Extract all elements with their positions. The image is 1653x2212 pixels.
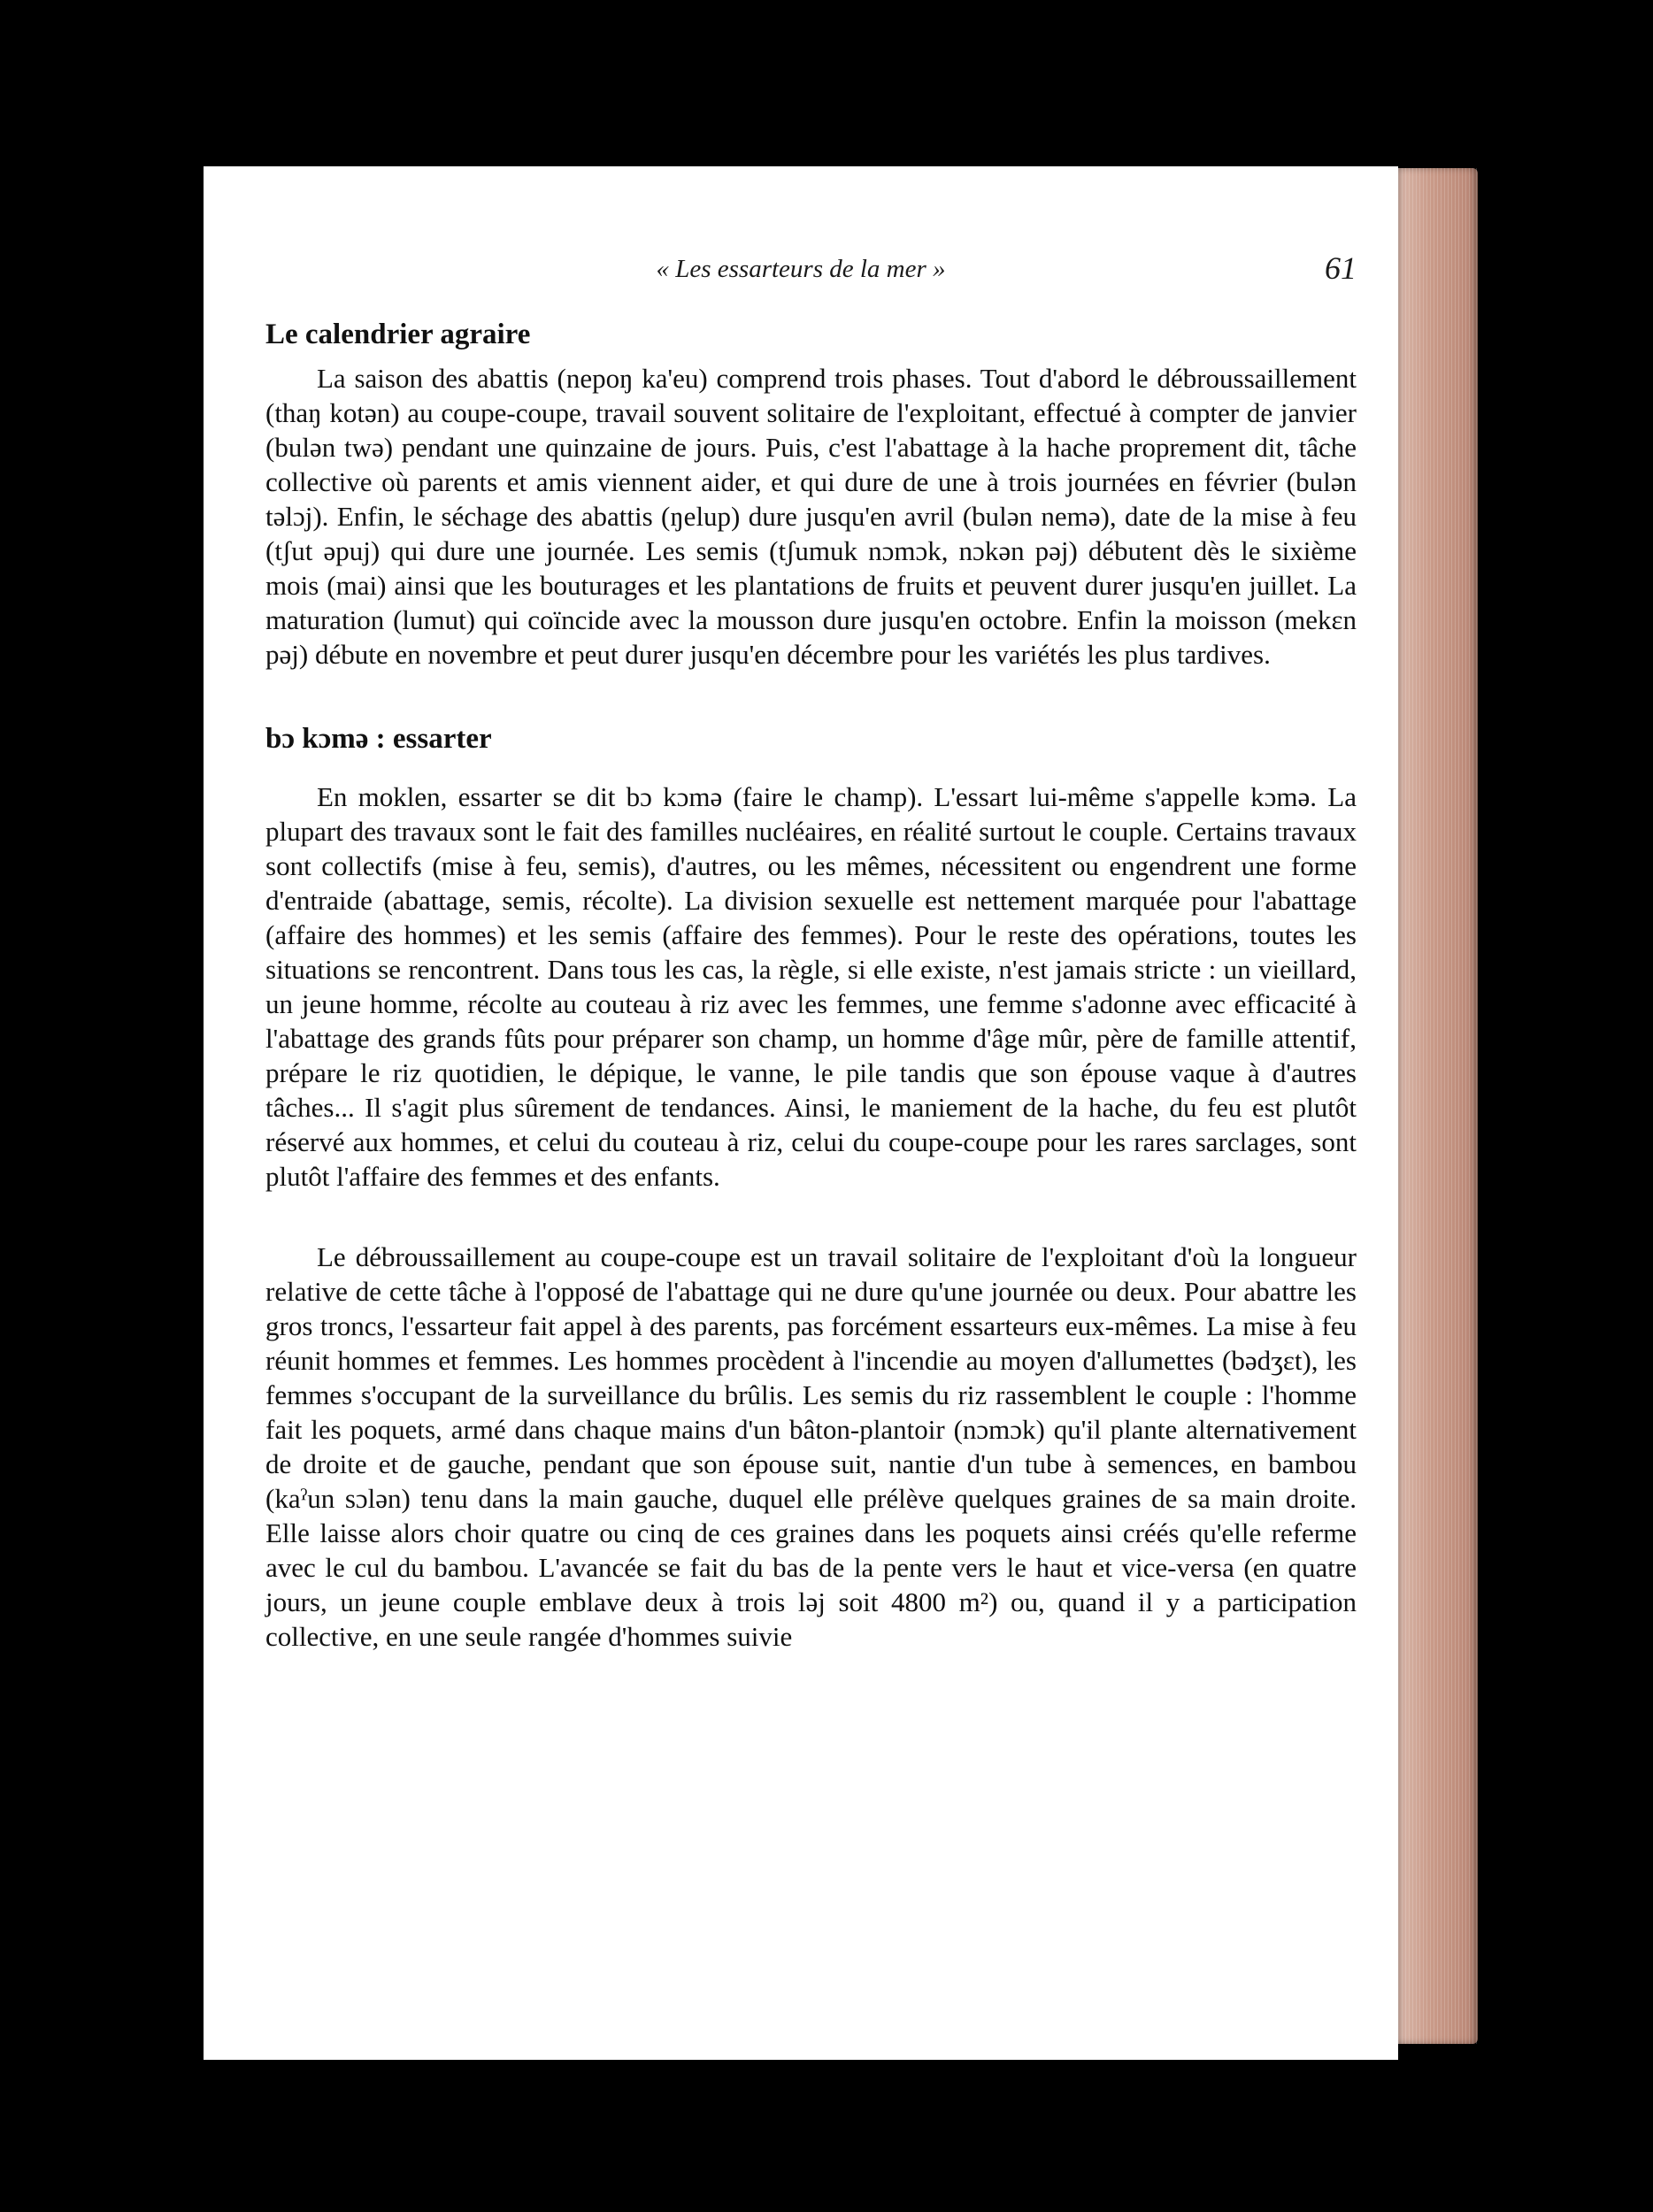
running-head bbox=[204, 250, 1398, 290]
section-heading-calendrier: Le calendrier agraire bbox=[265, 319, 531, 350]
section-heading-essarter: bɔ kɔmə : essarter bbox=[265, 723, 492, 755]
book-page bbox=[204, 166, 1398, 2060]
page-body bbox=[265, 317, 1357, 1654]
paragraph-essarter-1: En moklen, essarter se dit bɔ kɔmə (faire le champ). L'essart lui-même s'appelle kɔmə. La plupart des travaux sont le fait des familles nucléaires, en réalité surtout le couple. Certains travaux sont collectifs (mise à feu, semis), d'autres, ou les mêmes, nécessitent ou engendrent une forme d'entraide (abattage, semis, récolte). La division sexuelle est nettement marquée pour l'abattage (affaire des hommes) et les semis (affaire des femmes). Pour le reste des opérations, toutes les situations se rencontrent. Dans tous les cas, la règle, si elle existe, n'est jamais stricte : un vieillard, un jeune homme, récolte au couteau à riz avec les femmes, une femme s'adonne avec efficacité à l'abattage des grands fûts pour préparer son champ, un homme d'âge mûr, père de famille attentif, prépare le riz quotidien, le dépique, le vanne, le pile tandis que son épouse vaque à d'autres tâches... Il s'agit plus sûrement de tendances. Ainsi, le maniement de la hache, du feu est plutôt réservé aux hommes, et celui du couteau à riz, celui du coupe-coupe pour les rares sarclages, sont plutôt l'affaire des femmes et des enfants. bbox=[265, 781, 1357, 1192]
running-title: « Les essarteurs de la mer » bbox=[656, 255, 946, 283]
paragraph-calendrier: La saison des abattis (nepoŋ ka'eu) comprend trois phases. Tout d'abord le débroussaillement (thaŋ kotən) au coupe-coupe, travail souvent solitaire de l'exploitant, effectué à compter de janvier (bulən twə) pendant une quinzaine de jours. Puis, c'est l'abattage à la hache proprement dit, tâche collective où parents et amis viennent aider, et qui dure de une à trois journées en février (bulən təlɔj). Enfin, le séchage des abattis (ŋelup) dure jusqu'en avril (bulən nemə), date de la mise à feu (tʃut əpuj) qui dure une journée. Les semis (tʃumuk nɔmɔk, nɔkən pəj) débutent dès le sixième mois (mai) ainsi que les bouturages et les plantations de fruits et peuvent durer jusqu'en juillet. La maturation (lumut) qui coïncide avec la mousson dure jusqu'en octobre. Enfin la moisson (mekɛn pəj) débute en novembre et peut durer jusqu'en décembre pour les variétés les plus tardives. bbox=[265, 363, 1357, 670]
paragraph-essarter-2: Le débroussaillement au coupe-coupe est un travail solitaire de l'exploitant d'où la longueur relative de cette tâche à l'opposé de l'abattage qui ne dure qu'une journée ou deux. Pour abattre les gros troncs, l'essarteur fait appel à des parents, pas forcément essarteurs eux-mêmes. La mise à feu réunit hommes et femmes. Les hommes procèdent à l'incendie au moyen d'allumettes (bədʒɛt), les femmes s'occupant de la surveillance du brûlis. Les semis du riz rassemblent le couple : l'homme fait les poquets, armé dans chaque mains d'un bâton-plantoir (nɔmɔk) qu'il plante alternativement de droite et de gauche, pendant que son épouse suit, nantie d'un tube à semences, en bambou (kaˀun sɔlən) tenu dans la main gauche, duquel elle prélève quelques graines de sa main droite. Elle laisse alors choir quatre ou cinq de ces graines dans les poquets ainsi créés qu'elle referme avec le cul du bambou. L'avancée se fait du bas de la pente vers le haut et vice-versa (en quatre jours, un jeune couple emblave deux à trois ləj soit 4800 m²) ou, quand il y a participation collective, en une seule rangée d'hommes suivie bbox=[265, 1241, 1357, 1652]
page-number: 61 bbox=[1325, 250, 1357, 286]
